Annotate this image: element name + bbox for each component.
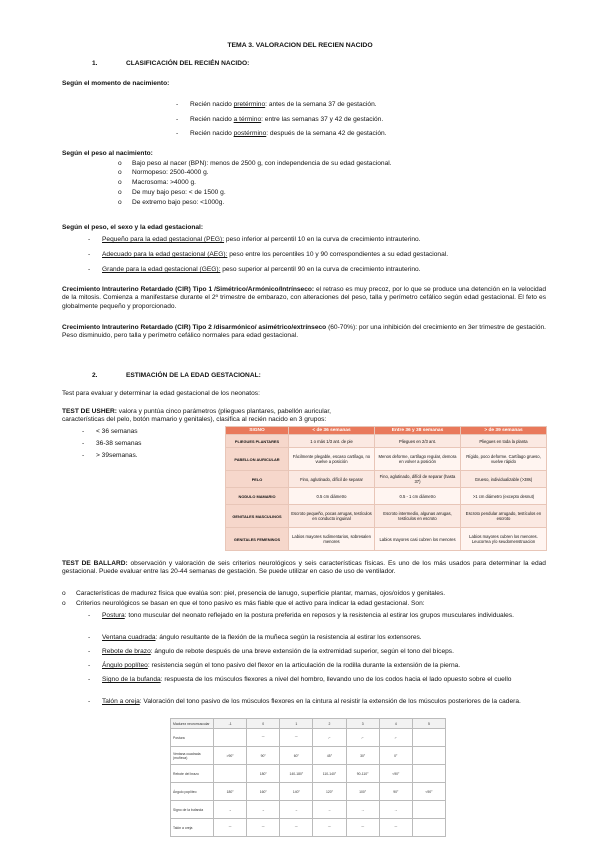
ballard-cell: 90° [247,747,280,765]
ballard-cell: 90-110° [346,765,379,783]
ballard-cell: ⌒ [280,729,313,747]
usher-row-label: NODULO MAMARIO [226,488,289,505]
ballard-cell: → [313,801,346,819]
ballard-criterion-3: - Ángulo poplíteo: resistencia según el tono pasivo del flexor en la articulación de la rodilla durante la extensión de la pierna. [88,662,461,669]
ballard-cell: 110-140° [313,765,346,783]
usher-cell: Labios mayores casi cubren los menores [375,528,461,551]
ballard-header-cell: 3 [346,719,379,729]
cir-type1-paragraph: Crecimiento Intrauterino Retardado (CIR) Tipo 1 /Simétrico/Armónico/Intrínseco: el retraso es muy precoz, por lo que se produce una detención en la velocidad de la mitosis. Comienza a manifestarse durante el 2º trimestre de embarazo, con alteraciones del peso, talla y perímetro cefálico según edad gestacional. El feto es globalmente pequeño y proporcionado. [62,286,546,310]
ballard-header-cell: 2 [313,719,346,729]
ballard-cell: 120° [313,783,346,801]
ballard-cell: 60° [280,747,313,765]
usher-table-wrapper [225,426,547,551]
ballard-row-label: Signo de la bufanda [171,801,214,819]
usher-cell: Escroto intermedio, algunas arrugas, testículos en escroto [375,505,461,528]
usher-cell: Labios mayores rudimentarios, sobresalen menores [289,528,375,551]
usher-header-36-38: Entre 36 y 38 semanas [375,427,461,435]
usher-cell: Fino, aglutinado, difícil de separar [289,471,375,488]
usher-paragraph: TEST DE USHER: valora y puntúa cinco parámetros (pliegues plantares, pabellón auricular, características del pelo, botón mamario y genitales), clasifica al recién nacido en 3 grupos: [62,408,332,424]
ballard-cell: ⌒ [346,819,379,837]
ballard-cell [412,747,445,765]
ballard-header-cell: Madurez neuromuscular [171,719,214,729]
usher-row-label: PABELLON AURICULAR [226,448,289,471]
section-2-number: 2. [92,372,98,379]
usher-cell: Pliegues en toda la planta [461,435,547,448]
ballard-point-0: o Características de madurez física que evalúa son: piel, presencia de lanugo, superficie plantar, mamas, ojos/oídos y genitales. [62,590,446,597]
weight-item-0: o Bajo peso al nacer (BPN): menos de 2500 g, con independencia de su edad gestacional. [118,160,392,167]
usher-cell: Fino, aglutinado, difícil de separar (hasta 37) [375,471,461,488]
ballard-table-wrapper [170,718,446,837]
moment-item-0: - Recién nacido pretérmino: antes de la semana 37 de gestación. [176,101,377,108]
ballard-row-label: Postura [171,729,214,747]
usher-row-label: GENITALES MASCULINOS [226,505,289,528]
ballard-row-label: Rebote del brazo [171,765,214,783]
moment-heading: Según el momento de nacimiento: [62,80,170,87]
sex-item-0: - Pequeño para la edad gestacional (PEG): peso inferior al percentil 10 en la curva de crecimiento intrauterino. [88,236,421,243]
ballard-cell: 140° [280,783,313,801]
sex-item-2: - Grande para la edad gestacional (GEG): peso superior al percentil 90 en la curva de crecimiento intrauterino. [88,266,421,273]
ballard-row-label: Ventana cuadrada (muñeca) [171,747,214,765]
moment-item-2: - Recién nacido postérmino: después de la semana 42 de gestación. [176,130,387,137]
ballard-header-cell: 5 [412,719,445,729]
ballard-cell: 180° [247,765,280,783]
section-1-number: 1. [92,60,98,67]
usher-cell: Grueso, individualizable (>38s) [461,471,547,488]
ballard-header-cell: 0 [247,719,280,729]
ballard-criterion-1: - Ventana cuadrada: ángulo resultante de la flexión de la muñeca según la resistencia al estirar los extensores. [88,634,422,641]
ballard-cell [214,765,247,783]
usher-cell: Menos deforme, cartílago regular, demora en volver a posición [375,448,461,471]
usher-cell: Pliegues en 2/3 ant. [375,435,461,448]
weight-item-1: o Normopeso: 2500-4000 g. [118,169,209,176]
usher-group-1: - 36-38 semanas [82,440,142,447]
ballard-header-cell: 1 [280,719,313,729]
ballard-cell [412,819,445,837]
ballard-cell: ⌒ [247,729,280,747]
ballard-cell: ⌒ [247,819,280,837]
ballard-cell: ⌒ [214,819,247,837]
section-2-heading: ESTIMACIÓN DE LA EDAD GESTACIONAL: [126,372,261,379]
ballard-cell: 30° [346,747,379,765]
sex-item-1: - Adecuado para la edad gestacional (AEG): peso entre los percentiles 10 y 90 correspondientes a su edad gestacional. [88,251,449,258]
ballard-cell: ⌐ [313,729,346,747]
ballard-cell: → [379,801,412,819]
moment-item-1: - Recién nacido a término: entre las semanas 37 y 42 de gestación. [176,116,384,123]
ballard-cell: → [346,801,379,819]
ballard-cell: → [280,801,313,819]
ballard-cell [214,729,247,747]
sex-heading: Según el peso, el sexo y la edad gestacional: [62,224,204,231]
ballard-table [170,718,446,837]
ballard-cell: 100° [346,783,379,801]
usher-cell: Labios mayores cubren los menores. Leucorrea y/o seudomenstruacion [461,528,547,551]
ballard-cell: → [214,801,247,819]
weight-item-3: o De muy bajo peso: < de 1500 g. [118,189,226,196]
ballard-cell: ⌒ [280,819,313,837]
ballard-cell: 160° [247,783,280,801]
ballard-cell: 90° [379,783,412,801]
ballard-header-cell: 4 [379,719,412,729]
weight-heading: Según el peso al nacimiento: [62,150,153,157]
ballard-cell [412,729,445,747]
ballard-cell: ⌒ [313,819,346,837]
usher-cell: 0.5 - 1 cm diámetro [375,488,461,505]
ballard-cell: ⌐ [346,729,379,747]
ballard-cell: ⌒ [379,819,412,837]
document-title: TEMA 3. VALORACION DEL RECIEN NACIDO [227,42,373,49]
ballard-criterion-4: - Signo de la bufanda: respuesta de los músculos flexores a nivel del hombro, llevando uno de los codos hacia el lado opuesto sobre el cuello [88,676,512,683]
usher-row-label: PLIEGUES PLANTARES [226,435,289,448]
cir-type2-paragraph: Crecimiento Intrauterino Retardado (CIR) Tipo 2 /disarmónico/ asimétrico/extrínseco (60-70%): por una inhibición del crecimiento en 3er trimestre de gestación. Peso disminuido, pero talla y perímetro cefálico normales para edad gestacional. [62,324,546,340]
weight-item-4: o De extremo bajo peso: <1000g. [118,199,225,206]
ballard-paragraph: TEST DE BALLARD: observación y valoración de seis criterios neurológicos y seis características físicas. Es uno de los más usados para determinar la edad gestacional. Puede evaluar entre las 20-44 semanas de gestación. Se puede utilizar en caso de uso de ventilador. [62,560,546,576]
ballard-cell: 0° [379,747,412,765]
usher-row-label: PELO [226,471,289,488]
usher-row-label: GENITALES FEMENINOS [226,528,289,551]
ballard-criterion-2: - Rebote de brazo: ángulo de rebote después de una breve extensión de la extremidad superior, según el tono del bíceps. [88,648,454,655]
usher-cell: Escroto pendular arrugado, testículos en escroto [461,505,547,528]
usher-cell: Escroto pequeño, pocas arrugas, testículos en conducto inguinal [289,505,375,528]
ballard-cell [412,765,445,783]
usher-header-lt36: < de 36 semanas [289,427,375,435]
ballard-row-label: Talón a oreja [171,819,214,837]
usher-group-0: - < 36 semanas [82,428,138,435]
ballard-criterion-0: - Postura: tono muscular del neonato reflejado en la postura preferida en reposos y la resistencia al estirar los grupos musculares individuales. [88,612,514,619]
ballard-header-cell: -1 [214,719,247,729]
usher-group-2: - > 39semanas. [82,452,138,459]
ballard-cell: 180° [214,783,247,801]
usher-cell: Rígido, poco deforme. Cartílago grueso, vuelve rápido [461,448,547,471]
ballard-criterion-5: - Talón a oreja: Valoración del tono pasivo de los músculos flexores en la cintura al resistir la extensión de los músculos posteriores de la cadera. [88,698,521,705]
ballard-cell [412,801,445,819]
ballard-cell: >90° [214,747,247,765]
section-1-heading: CLASIFICACIÓN DEL RECIÉN NACIDO: [126,60,250,67]
usher-header-gt39: > de 39 semanas [461,427,547,435]
ballard-row-label: Ángulo poplíteo [171,783,214,801]
ballard-cell: → [247,801,280,819]
usher-cell: 1 o más 1/3 ant. de pie [289,435,375,448]
ballard-cell: <90° [379,765,412,783]
usher-cell: >1 cm diámetro (excepto desnut) [461,488,547,505]
ballard-cell: <90° [412,783,445,801]
usher-header-sign: SIGNO [226,427,289,435]
ballard-point-1: o Criterios neurológicos se basan en que el tono pasivo es más fiable que el activo para indicar la edad gestacional. Son: [62,600,425,607]
ballard-cell: ⌐ [379,729,412,747]
usher-table [225,426,547,551]
weight-item-2: o Macrosoma: >4000 g. [118,179,196,186]
ballard-cell: 45° [313,747,346,765]
ballard-cell: 140-180° [280,765,313,783]
usher-cell: 0.5 cm diámetro [289,488,375,505]
usher-cell: Fácilmente plegable, escaso cartílago, no vuelve a posición [289,448,375,471]
section-2-intro: Test para evaluar y determinar la edad gestacional de los neonatos: [62,390,260,397]
